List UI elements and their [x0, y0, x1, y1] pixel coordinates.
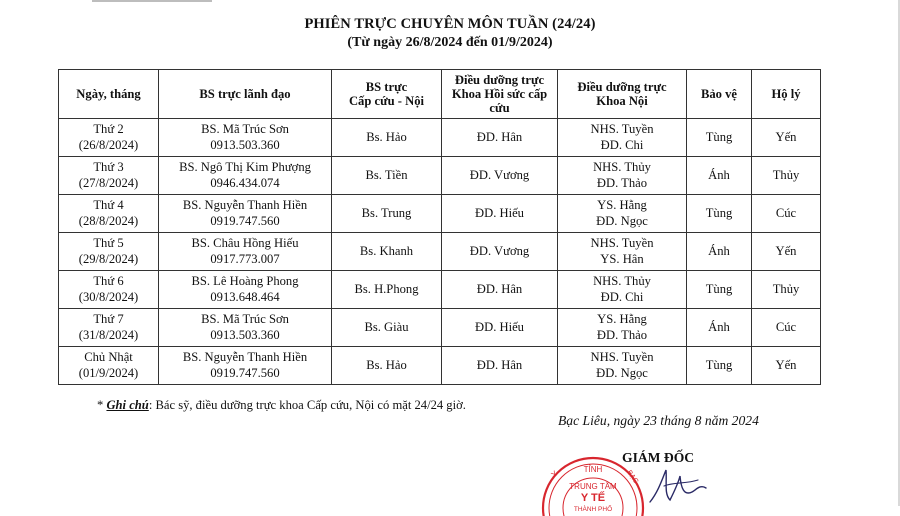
cell-text: 0919.747.560	[210, 213, 280, 228]
cell-text: Ánh	[708, 167, 730, 182]
cell-text: Thủy	[772, 167, 800, 182]
cell-emergency-doctor	[332, 233, 442, 271]
cell-text: 0913.503.360	[210, 137, 280, 152]
table-body	[59, 119, 821, 385]
column-header-line: Khoa Hồi sức cấp	[451, 87, 548, 101]
header-row	[59, 70, 821, 119]
cell-text: Thứ 7	[93, 312, 124, 326]
column-header-internal-nurse	[558, 70, 687, 119]
cell-text: (30/8/2024)	[78, 289, 139, 304]
cell-date	[59, 233, 159, 271]
cell-icu-nurse	[442, 271, 558, 309]
cell-text: 0946.434.074	[210, 175, 280, 190]
cell-text: ĐD. Vương	[469, 167, 530, 182]
cell-orderly	[752, 309, 821, 347]
cell-text: BS. Nguyễn Thanh Hiền	[182, 350, 308, 364]
cell-text: BS. Ngô Thị Kim Phượng	[179, 160, 311, 174]
cell-orderly	[752, 157, 821, 195]
cell-leading-doctor	[159, 233, 332, 271]
cell-text: Tùng	[705, 205, 733, 220]
cell-icu-nurse	[442, 195, 558, 233]
cell-text: 0913.648.464	[210, 289, 280, 304]
stamp-text-top: TỈNH	[583, 465, 603, 474]
table-row	[59, 347, 821, 385]
top-edge-line	[92, 0, 212, 2]
cell-date	[59, 119, 159, 157]
cell-text: Tùng	[705, 357, 733, 372]
cell-security	[687, 233, 752, 271]
cell-internal-nurse	[558, 271, 687, 309]
cell-text: NHS. Thủy	[593, 274, 651, 288]
document-subtitle: (Từ ngày 26/8/2024 đến 01/9/2024)	[347, 35, 553, 50]
column-header-orderly	[752, 70, 821, 119]
cell-emergency-doctor	[332, 347, 442, 385]
cell-text: Bs. Hảo	[366, 129, 407, 144]
cell-date	[59, 157, 159, 195]
cell-text: Ánh	[708, 319, 730, 334]
column-header-date	[59, 70, 159, 119]
table-row	[59, 309, 821, 347]
cell-text: Bs. Khanh	[359, 243, 414, 258]
stamp-text-line2: Y TẾ	[580, 492, 606, 504]
cell-emergency-doctor	[332, 119, 442, 157]
cell-orderly	[752, 195, 821, 233]
cell-text: ĐD. Hiếu	[475, 205, 524, 220]
footnote-text: : Bác sỹ, điều dưỡng trực khoa Cấp cứu, Nội có mặt 24/24 giờ.	[148, 398, 466, 412]
column-header-line: BS trực lãnh đạo	[199, 87, 291, 101]
cell-security	[687, 157, 752, 195]
cell-text: Cúc	[775, 205, 797, 220]
column-header-line: Ngày, tháng	[76, 87, 141, 101]
table-row	[59, 233, 821, 271]
footnote-label: Ghi chú	[106, 398, 149, 412]
cell-icu-nurse	[442, 309, 558, 347]
cell-internal-nurse	[558, 157, 687, 195]
cell-text: Chủ Nhật	[84, 350, 133, 364]
cell-text: 0913.503.360	[210, 327, 280, 342]
column-header-line: BS trực	[365, 80, 408, 94]
cell-text: Bs. H.Phong	[354, 281, 419, 296]
stamp-left-char: Y	[549, 468, 560, 480]
cell-text: Bs. Giàu	[364, 319, 409, 334]
cell-text: ĐD. Hân	[476, 357, 523, 372]
cell-text: Thứ 6	[93, 274, 124, 288]
cell-text: Thứ 3	[93, 160, 124, 174]
cell-orderly	[752, 119, 821, 157]
cell-emergency-doctor	[332, 195, 442, 233]
cell-text: Ánh	[708, 243, 730, 258]
cell-leading-doctor	[159, 157, 332, 195]
cell-text: (31/8/2024)	[78, 327, 139, 342]
cell-orderly	[752, 233, 821, 271]
cell-date	[59, 347, 159, 385]
cell-text: (26/8/2024)	[78, 137, 139, 152]
cell-text: Bs. Trung	[361, 205, 412, 220]
cell-text: ĐD. Chi	[600, 137, 644, 152]
column-header-line: Bảo vệ	[700, 87, 738, 101]
column-header-icu-nurse	[442, 70, 558, 119]
cell-text: NHS. Thủy	[593, 160, 651, 174]
cell-text: Yến	[775, 243, 797, 258]
cell-internal-nurse	[558, 347, 687, 385]
duty-schedule-table	[58, 69, 821, 385]
cell-emergency-doctor	[332, 271, 442, 309]
table-row	[59, 195, 821, 233]
cell-text: Thủy	[772, 281, 800, 296]
document-title: PHIÊN TRỰC CHUYÊN MÔN TUẦN (24/24)	[304, 16, 596, 32]
cell-internal-nurse	[558, 195, 687, 233]
cell-text: (01/9/2024)	[78, 365, 139, 380]
cell-text: ĐD. Thảo	[596, 175, 648, 190]
cell-icu-nurse	[442, 347, 558, 385]
place-and-date: Bạc Liêu, ngày 23 tháng 8 năm 2024	[558, 413, 759, 428]
stamp-text-line1: TRUNG TÂM	[569, 482, 617, 491]
column-header-security	[687, 70, 752, 119]
column-header-line: Điều dưỡng trực	[577, 80, 667, 94]
cell-date	[59, 309, 159, 347]
column-header-line: Điều dưỡng trực	[454, 73, 545, 87]
cell-text: (28/8/2024)	[78, 213, 139, 228]
cell-text: ĐD. Hân	[476, 281, 523, 296]
cell-orderly	[752, 271, 821, 309]
column-header-line: Cấp cứu - Nội	[348, 94, 425, 108]
column-header-line: Hộ lý	[771, 87, 801, 101]
cell-text: (27/8/2024)	[78, 175, 139, 190]
cell-orderly	[752, 347, 821, 385]
cell-text: BS. Mã Trúc Sơn	[201, 122, 289, 136]
cell-leading-doctor	[159, 309, 332, 347]
cell-text: 0919.747.560	[210, 365, 280, 380]
cell-text: Tùng	[705, 129, 733, 144]
table-header	[59, 70, 821, 119]
cell-leading-doctor	[159, 119, 332, 157]
cell-text: NHS. Tuyền	[590, 236, 654, 250]
cell-text: ĐD. Ngọc	[596, 213, 648, 228]
cell-security	[687, 271, 752, 309]
footnote	[97, 398, 466, 413]
cell-text: Thứ 4	[93, 198, 124, 212]
cell-text: NHS. Tuyền	[590, 122, 654, 136]
cell-text: NHS. Tuyền	[590, 350, 654, 364]
cell-text: BS. Nguyễn Thanh Hiền	[182, 198, 308, 212]
cell-internal-nurse	[558, 119, 687, 157]
signer-title: GIÁM ĐỐC	[622, 450, 695, 465]
cell-leading-doctor	[159, 195, 332, 233]
column-header-line: cứu	[489, 101, 510, 115]
cell-text: Tùng	[705, 281, 733, 296]
cell-leading-doctor	[159, 347, 332, 385]
cell-text: ĐD. Thảo	[596, 327, 648, 342]
cell-text: YS. Hằng	[597, 198, 647, 212]
table-row	[59, 157, 821, 195]
cell-icu-nurse	[442, 233, 558, 271]
cell-text: BS. Mã Trúc Sơn	[201, 312, 289, 326]
cell-text: Yến	[775, 129, 797, 144]
table-row	[59, 119, 821, 157]
cell-text: ĐD. Hân	[476, 129, 523, 144]
column-header-emergency-doctor	[332, 70, 442, 119]
handwritten-signature	[640, 462, 720, 506]
cell-text: ĐD. Hiếu	[475, 319, 524, 334]
cell-text: Yến	[775, 357, 797, 372]
cell-text: Bs. Hảo	[366, 357, 407, 372]
cell-text: Bs. Tiền	[365, 167, 408, 182]
cell-text: YS. Hằng	[597, 312, 647, 326]
cell-security	[687, 347, 752, 385]
table-row	[59, 271, 821, 309]
cell-internal-nurse	[558, 233, 687, 271]
cell-security	[687, 309, 752, 347]
cell-emergency-doctor	[332, 157, 442, 195]
cell-emergency-doctor	[332, 309, 442, 347]
cell-text: BS. Lê Hoàng Phong	[191, 274, 299, 288]
cell-text: YS. Hân	[600, 251, 644, 266]
cell-date	[59, 195, 159, 233]
cell-text: ĐD. Chi	[600, 289, 644, 304]
cell-text: BS. Châu Hồng Hiếu	[191, 236, 299, 250]
cell-text: 0917.773.007	[210, 251, 280, 266]
stamp-text-line3: THÀNH PHỐ	[573, 506, 613, 513]
footnote-prefix: *	[97, 398, 107, 412]
column-header-leading-doctor	[159, 70, 332, 119]
cell-text: Thứ 2	[93, 122, 124, 136]
cell-internal-nurse	[558, 309, 687, 347]
cell-text: ĐD. Vương	[469, 243, 530, 258]
cell-icu-nurse	[442, 119, 558, 157]
cell-security	[687, 119, 752, 157]
cell-text: Cúc	[775, 319, 797, 334]
column-header-line: Khoa Nội	[596, 94, 648, 108]
cell-text: Thứ 5	[93, 236, 124, 250]
cell-security	[687, 195, 752, 233]
cell-date	[59, 271, 159, 309]
stamp-right-char: BẠC	[625, 469, 640, 486]
cell-text: ĐD. Ngọc	[596, 365, 648, 380]
cell-leading-doctor	[159, 271, 332, 309]
cell-text: (29/8/2024)	[78, 251, 139, 266]
cell-icu-nurse	[442, 157, 558, 195]
